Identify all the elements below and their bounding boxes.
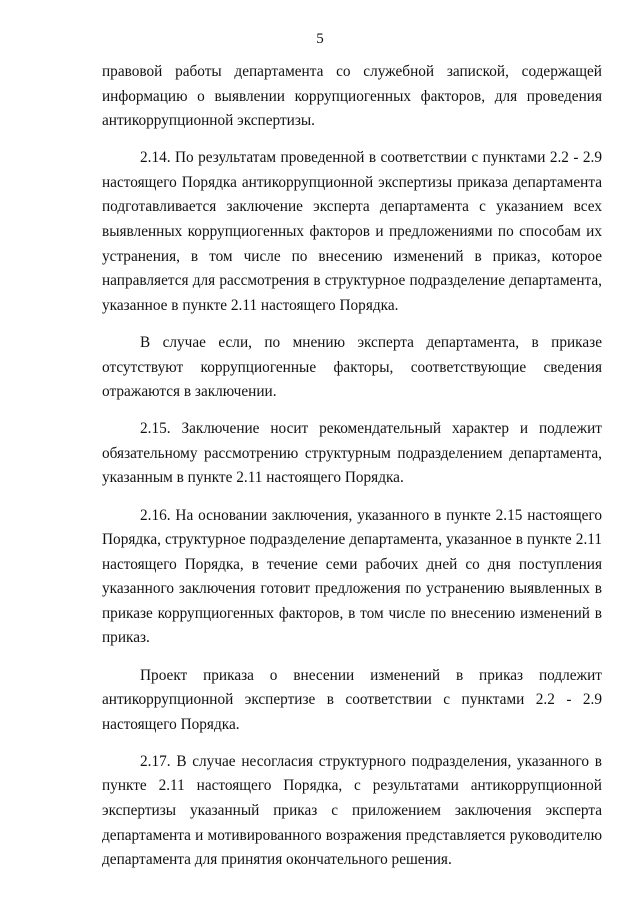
- document-body: [102, 60, 602, 885]
- paragraph-2-14: 2.14. По результатам проведенной в соответствии с пунктами 2.2 - 2.9 настоящего Порядка антикоррупционной экспертизы приказа департамента подготавливается заключение эксперта департамента с указанием всех выявленных коррупциогенных факторов и предложениями по способам их устранения, в том числе по внесению изменений в приказ, которое направляется для рассмотрения в структурное подразделение департамента, указанное в пункте 2.11 настоящего Порядка.: [102, 149, 602, 314]
- paragraph-2-15: 2.15. Заключение носит рекомендательный характер и подлежит обязательному рассмотрению структурным подразделением департамента, указанным в пункте 2.11 настоящего Порядка.: [102, 420, 602, 487]
- paragraph-2-16: 2.16. На основании заключения, указанного в пункте 2.15 настоящего Порядка, структурное подразделение департамента, указанное в пункте 2.11 настоящего Порядка, в течение семи рабочих дней со дня поступления указанного заключения готовит предложения по устранению выявленных в приказе коррупциогенных факторов, в том числе по внесению изменений в приказ.: [102, 506, 602, 647]
- paragraph-2-14-note: В случае если, по мнению эксперта департамента, в приказе отсутствуют коррупциогенные факторы, соответствующие сведения отражаются в заключении.: [102, 333, 602, 401]
- paragraph-continuation: правовой работы департамента со служебной запиской, содержащей информацию о выявлении коррупциогенных факторов, для проведения антикоррупционной экспертизы.: [102, 63, 602, 130]
- page-number: 5: [316, 31, 324, 47]
- paragraph-2-17: 2.17. В случае несогласия структурного подразделения, указанного в пункте 2.11 настоящего Порядка, с результатами антикоррупционной экспертизы указанный приказ с приложением заключения эксперта департамента и мотивированного возражения представляется руководителю департамента для принятия окончательного решения.: [102, 752, 602, 869]
- paragraph-2-16-note: Проект приказа о внесении изменений в приказ подлежит антикоррупционной экспертизе в соответствии с пунктами 2.2 - 2.9 настоящего Порядка.: [102, 666, 602, 733]
